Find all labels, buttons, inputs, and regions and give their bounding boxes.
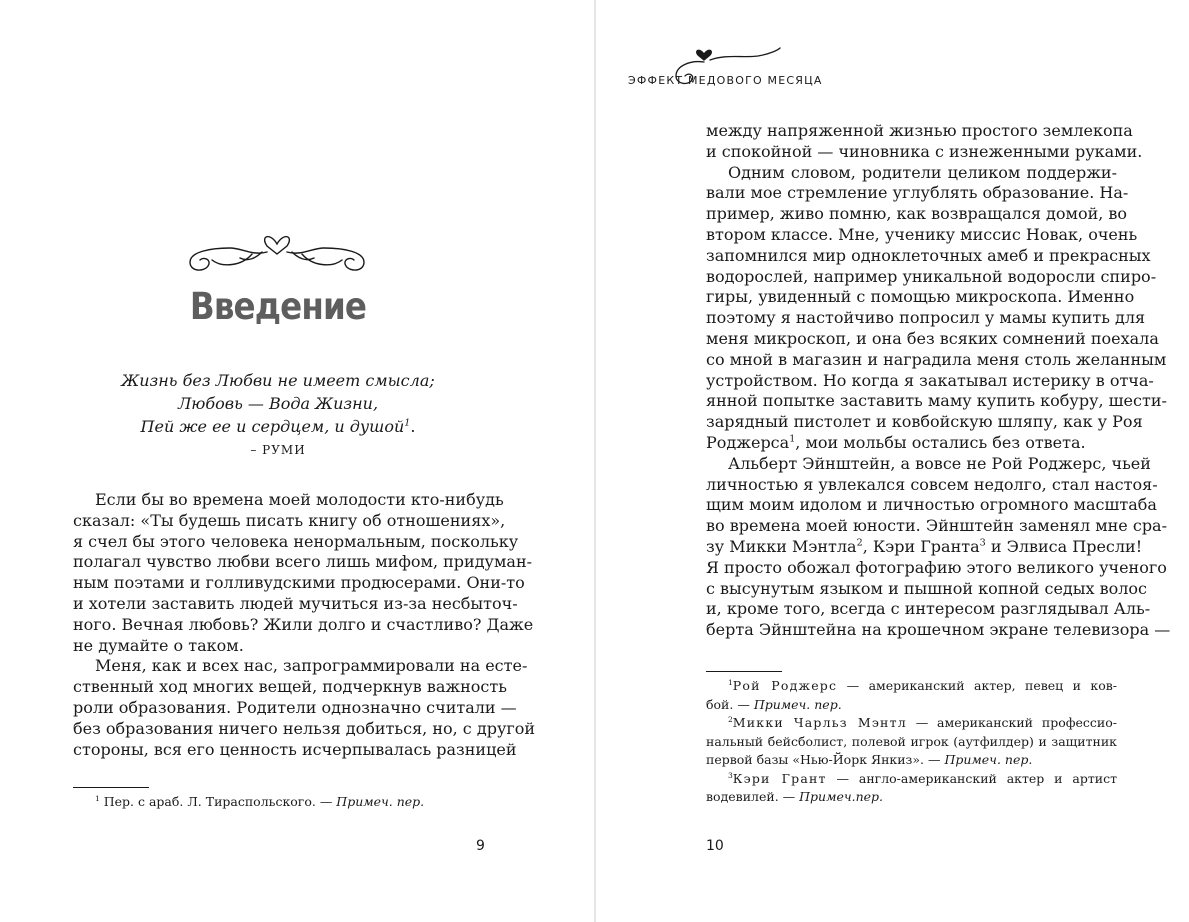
text-fragment: Роджерса	[706, 432, 790, 452]
footnotes	[706, 677, 1117, 807]
footnote-mark: 2	[728, 714, 733, 724]
footnote-line	[706, 677, 1117, 696]
text-line: Я просто обожал фотографию этого великого ученого	[706, 557, 1167, 577]
text-line: Одним словом, родители целиком поддержи-	[728, 162, 1117, 182]
text-line: я счел бы этого человека ненормальным, поскольку	[73, 531, 519, 551]
text-line: вали мое стремление углублять образование. На-	[706, 183, 1129, 203]
text-line: зарядный пистолет и ковбойскую шляпу, как у Роя	[706, 412, 1143, 432]
text-fragment: , мои мольбы остались без ответа.	[795, 432, 1086, 452]
footnote-italic: Примеч. пер.	[944, 752, 1033, 767]
footnote-mark: 1	[95, 793, 100, 803]
footnote-ref[interactable]: 1	[789, 433, 796, 445]
footnote-line	[706, 751, 1117, 770]
body-text	[706, 121, 1171, 641]
text-line: роли образования. Родители однозначно считали —	[73, 697, 517, 717]
text-line: водорослей, например уникальной водоросли спиро-	[706, 266, 1157, 286]
text-line: щим моим идолом и личностью огромного масштаба	[706, 495, 1157, 515]
footnote-line: нальный бейсболист, полевой игрок (аутфилдер) и защитник	[706, 733, 1117, 749]
text-line: берта Эйнштейна на крошечном экране телевизора —	[706, 620, 1171, 640]
text-line: и хотели заставить людей мучиться из-за несбыточ-	[73, 593, 518, 613]
footnote	[95, 793, 495, 812]
text-fragment: , Кэри Гранта	[862, 536, 980, 556]
text-line: во времена моей юности. Эйнштейн заменял мне сра-	[706, 516, 1167, 536]
footnote-mark: 1	[728, 677, 733, 687]
text-line: пример, живо помню, как возвращался домой, во	[706, 204, 1128, 224]
chapter-title: Введение	[189, 285, 367, 328]
text-line: без образования ничего нельзя добиться, но, с другой	[73, 718, 536, 738]
running-head: ЭФФЕКТ МЕДОВОГО МЕСЯЦА	[628, 74, 823, 87]
text-line: Если бы во времена моей молодости кто-нибудь	[95, 490, 504, 509]
text-line: Меня, как и всех нас, запрограммировали на есте-	[95, 656, 528, 676]
footnote-name: Рой Роджерс	[732, 678, 838, 693]
epigraph	[0, 369, 556, 438]
text-line: втором классе. Мне, ученику миссис Новак, очень	[706, 224, 1138, 244]
text-line: с высунутым языком и пышной копной седых волос	[706, 578, 1148, 598]
footnote-italic: Примеч.пер.	[799, 789, 884, 804]
text-line: ственный ход многих вещей, подчеркнув важность	[73, 677, 507, 697]
footnote-text: водевилей. —	[706, 789, 800, 804]
footnote-name: Микки Чарльз Мэнтл	[732, 715, 907, 730]
footnote-italic: Примеч. пер.	[336, 794, 425, 809]
text-line: между напряженной жизнью простого землекопа	[706, 121, 1133, 140]
footnote-text: — американский профессио-	[906, 715, 1117, 730]
body-text	[73, 490, 536, 760]
text-line: и, кроме того, всегда с интересом разглядывал Аль-	[706, 599, 1151, 619]
text-line: ного. Вечная любовь? Жили долго и счастливо? Даже	[73, 614, 534, 634]
epigraph-line: Жизнь без Любви не имеет смысла;	[121, 371, 435, 390]
text-fragment: зу Микки Мэнтла	[706, 536, 857, 556]
footnote-text: — англо-американский актер и артист	[826, 770, 1117, 786]
footnote-line	[706, 788, 1117, 807]
footnote-mark: 3	[728, 770, 733, 780]
text-line: янной попытке заставить маму купить кобуру, шести-	[706, 391, 1167, 411]
text-line: гиры, увиденный с помощью микроскопа. Именно	[706, 287, 1135, 307]
footnote-line	[706, 714, 1117, 733]
text-line	[706, 433, 1117, 454]
epigraph-period: .	[410, 417, 416, 436]
text-line: со мной в магазин и наградила меня столь желанным	[706, 349, 1167, 369]
footnote-name: Кэри Грант	[732, 770, 827, 786]
footnote-text: бой. —	[706, 696, 754, 712]
text-line: личностью я увлекался совсем недолго, стал настоя-	[706, 474, 1158, 494]
text-line: меня микроскоп, и она без всяких сомнений поехала	[706, 328, 1159, 348]
text-line	[706, 536, 1143, 558]
text-line: и спокойной — чиновника с изнеженными руками.	[706, 141, 1143, 161]
text-line: полагал чувство любви всего лишь мифом, придуман-	[73, 552, 533, 572]
footnote-rule	[73, 787, 149, 788]
text-line: не думайте о таком.	[73, 635, 244, 655]
right-page	[596, 0, 1189, 922]
text-line: устройством. Но когда я закатывал истерику в отча-	[706, 370, 1154, 390]
page-number: 9	[476, 838, 485, 854]
footnote-text: Пер. с араб. Л. Тираспольского. —	[99, 794, 337, 809]
footnote-text: первой базы «Нью-Йорк Янкиз». —	[706, 752, 945, 767]
text-line: Альберт Эйнштейн, а вовсе не Рой Роджерс, чьей	[728, 453, 1151, 473]
epigraph-author: – РУМИ	[250, 443, 306, 457]
footnote-line	[706, 696, 1117, 715]
heart-flourish-ornament	[182, 222, 372, 278]
text-line: поэтому я настойчиво попросил у мамы купить для	[706, 308, 1146, 328]
footnote-line	[706, 770, 1117, 789]
footnote-rule	[706, 671, 782, 672]
footnote-ref[interactable]: 3	[979, 537, 986, 549]
page-number: 10	[706, 838, 724, 854]
left-page	[0, 0, 594, 922]
epigraph-line: Любовь — Вода Жизни,	[177, 394, 379, 413]
text-fragment: и Элвиса Пресли!	[985, 536, 1143, 556]
text-line: запомнился мир одноклеточных амеб и прекрасных	[706, 245, 1151, 265]
epigraph-line: Пей же ее и сердцем, и душой	[140, 417, 405, 436]
footnote-ref[interactable]: 1	[404, 417, 411, 429]
footnote-ref[interactable]: 2	[856, 537, 863, 549]
text-line: сказал: «Ты будешь писать книгу об отношениях»,	[73, 510, 506, 530]
footnote-italic: Примеч. пер.	[753, 696, 842, 712]
footnote-text: — американский актер, певец и ков-	[837, 678, 1117, 693]
text-line: стороны, вся его ценность исчерпывалась разницей	[73, 739, 517, 759]
text-line: ным поэтами и голливудскими продюсерами. Они-то	[73, 573, 525, 593]
